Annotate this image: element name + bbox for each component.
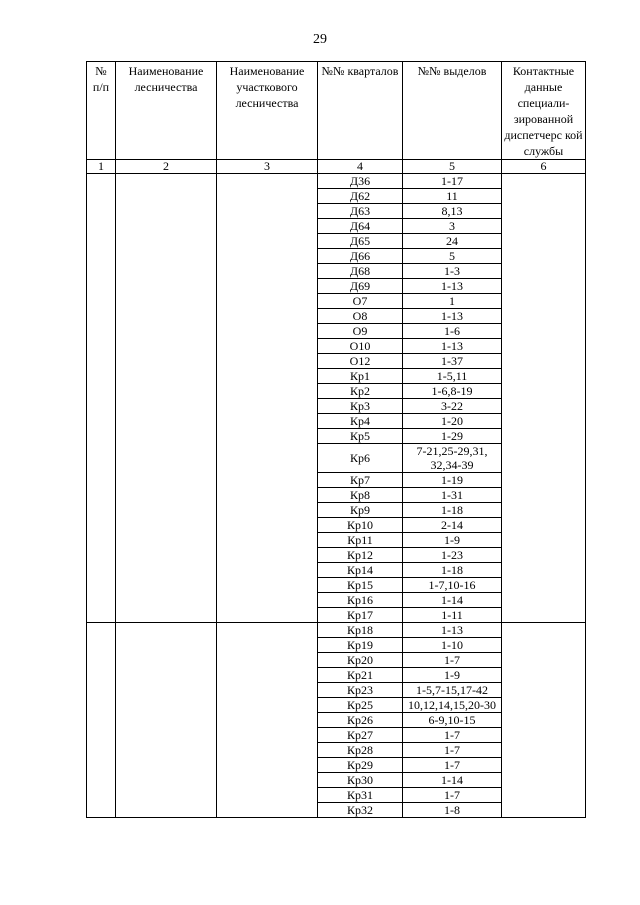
header-cell-forestry: Наименование лесничества	[116, 62, 217, 160]
merged-cell-district-forestry	[217, 623, 318, 818]
quarter-cell: Кр1	[318, 369, 403, 384]
table-row	[87, 174, 586, 189]
table-body	[87, 174, 586, 818]
plots-cell: 5	[403, 249, 502, 264]
merged-cell-contacts	[502, 174, 586, 623]
plots-cell: 3	[403, 219, 502, 234]
plots-cell: 10,12,14,15,20-30	[403, 698, 502, 713]
plots-cell: 1-23	[403, 548, 502, 563]
plots-cell: 1-18	[403, 563, 502, 578]
plots-cell: 1-13	[403, 623, 502, 638]
plots-cell: 8,13	[403, 204, 502, 219]
plots-cell: 1	[403, 294, 502, 309]
plots-cell: 11	[403, 189, 502, 204]
quarter-cell: Д66	[318, 249, 403, 264]
page-number: 29	[313, 32, 327, 47]
header-cell-quarters: №№ кварталов	[318, 62, 403, 160]
plots-cell: 7-21,25-29,31, 32,34-39	[403, 444, 502, 473]
plots-cell: 1-7	[403, 728, 502, 743]
plots-cell: 2-14	[403, 518, 502, 533]
quarter-cell: Д36	[318, 174, 403, 189]
plots-cell: 1-7,10-16	[403, 578, 502, 593]
quarter-cell: Кр6	[318, 444, 403, 473]
plots-cell: 1-9	[403, 533, 502, 548]
forestry-table	[86, 61, 586, 818]
quarter-cell: Д62	[318, 189, 403, 204]
quarter-cell: Кр15	[318, 578, 403, 593]
plots-cell: 1-18	[403, 503, 502, 518]
quarter-cell: Кр10	[318, 518, 403, 533]
plots-cell: 1-13	[403, 339, 502, 354]
column-number: 6	[502, 160, 586, 174]
plots-cell: 6-9,10-15	[403, 713, 502, 728]
quarter-cell: Кр32	[318, 803, 403, 818]
quarter-cell: Кр9	[318, 503, 403, 518]
plots-cell: 1-37	[403, 354, 502, 369]
merged-cell-number	[87, 174, 116, 623]
plots-cell: 1-10	[403, 638, 502, 653]
quarter-cell: Кр3	[318, 399, 403, 414]
merged-cell-forestry	[116, 174, 217, 623]
plots-cell: 1-11	[403, 608, 502, 623]
header-cell-plots: №№ выделов	[403, 62, 502, 160]
plots-cell: 24	[403, 234, 502, 249]
plots-cell: 1-6,8-19	[403, 384, 502, 399]
quarter-cell: Кр2	[318, 384, 403, 399]
quarter-cell: Кр19	[318, 638, 403, 653]
table-row	[87, 623, 586, 638]
quarter-cell: Д68	[318, 264, 403, 279]
quarter-cell: О10	[318, 339, 403, 354]
quarter-cell: Д63	[318, 204, 403, 219]
quarter-cell: Кр7	[318, 473, 403, 488]
plots-cell: 1-5,7-15,17-42	[403, 683, 502, 698]
quarter-cell: О9	[318, 324, 403, 339]
plots-cell: 1-7	[403, 788, 502, 803]
plots-cell: 1-14	[403, 773, 502, 788]
plots-cell: 1-14	[403, 593, 502, 608]
column-number: 5	[403, 160, 502, 174]
header-cell-number: № п/п	[87, 62, 116, 160]
plots-cell: 1-19	[403, 473, 502, 488]
quarter-cell: О8	[318, 309, 403, 324]
plots-cell: 1-13	[403, 279, 502, 294]
plots-cell: 1-3	[403, 264, 502, 279]
quarter-cell: Кр30	[318, 773, 403, 788]
quarter-cell: Кр28	[318, 743, 403, 758]
quarter-cell: Кр21	[318, 668, 403, 683]
quarter-cell: Кр12	[318, 548, 403, 563]
plots-cell: 3-22	[403, 399, 502, 414]
merged-cell-forestry	[116, 623, 217, 818]
quarter-cell: Д69	[318, 279, 403, 294]
quarter-cell: Кр16	[318, 593, 403, 608]
quarter-cell: О7	[318, 294, 403, 309]
quarter-cell: Кр8	[318, 488, 403, 503]
plots-cell: 1-5,11	[403, 369, 502, 384]
quarter-cell: Кр17	[318, 608, 403, 623]
quarter-cell: Д65	[318, 234, 403, 249]
quarter-cell: Кр14	[318, 563, 403, 578]
plots-cell: 1-7	[403, 758, 502, 773]
quarter-cell: Кр4	[318, 414, 403, 429]
quarter-cell: О12	[318, 354, 403, 369]
quarter-cell: Кр27	[318, 728, 403, 743]
plots-cell: 1-29	[403, 429, 502, 444]
quarter-cell: Кр25	[318, 698, 403, 713]
plots-cell: 1-17	[403, 174, 502, 189]
quarter-cell: Кр31	[318, 788, 403, 803]
plots-cell: 1-31	[403, 488, 502, 503]
column-number: 2	[116, 160, 217, 174]
header-row	[87, 62, 586, 160]
quarter-cell: Кр26	[318, 713, 403, 728]
column-number: 3	[217, 160, 318, 174]
column-number-row	[87, 160, 586, 174]
merged-cell-number	[87, 623, 116, 818]
quarter-cell: Кр20	[318, 653, 403, 668]
header-cell-district-forestry: Наименование участкового лесничества	[217, 62, 318, 160]
quarter-cell: Кр23	[318, 683, 403, 698]
plots-cell: 1-13	[403, 309, 502, 324]
plots-cell: 1-7	[403, 743, 502, 758]
plots-cell: 1-20	[403, 414, 502, 429]
merged-cell-district-forestry	[217, 174, 318, 623]
quarter-cell: Кр29	[318, 758, 403, 773]
plots-cell: 1-8	[403, 803, 502, 818]
quarter-cell: Кр11	[318, 533, 403, 548]
merged-cell-contacts	[502, 623, 586, 818]
plots-cell: 1-6	[403, 324, 502, 339]
quarter-cell: Д64	[318, 219, 403, 234]
header-cell-contacts: Контактные данные специали-зированной диспетчерс кой службы	[502, 62, 586, 160]
quarter-cell: Кр18	[318, 623, 403, 638]
column-number: 1	[87, 160, 116, 174]
quarter-cell: Кр5	[318, 429, 403, 444]
plots-cell: 1-9	[403, 668, 502, 683]
column-number: 4	[318, 160, 403, 174]
plots-cell: 1-7	[403, 653, 502, 668]
